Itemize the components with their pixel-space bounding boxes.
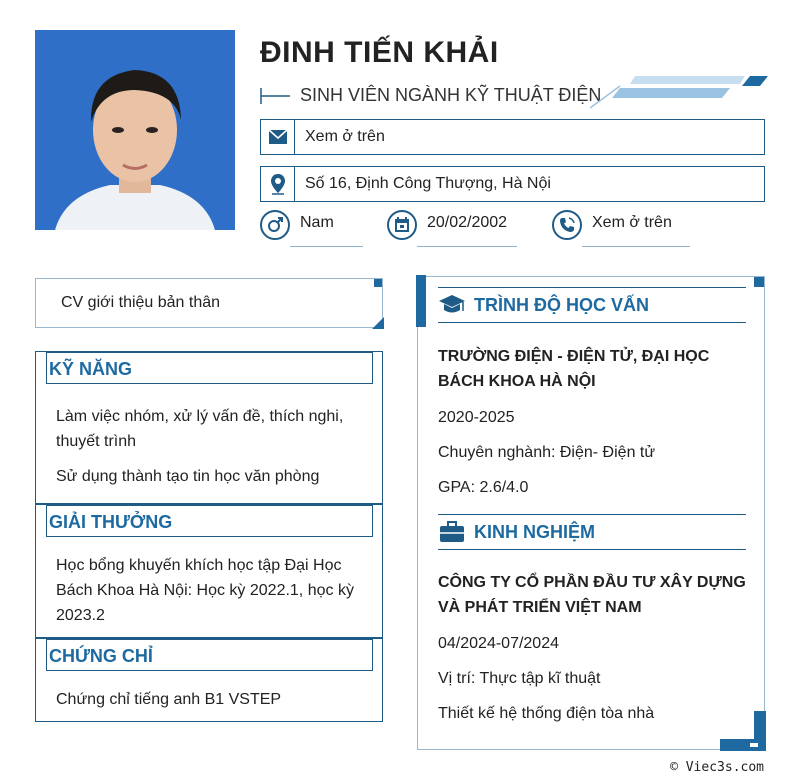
gender-field [260, 210, 365, 250]
awards-text: Học bổng khuyến khích học tập Đại Học Bách Khoa Hà Nội: Học kỳ 2022.1, học kỳ 2023.2 [56, 557, 354, 624]
about-box [35, 278, 383, 328]
education-school: TRƯỜNG ĐIỆN - ĐIỆN TỬ, ĐẠI HỌC BÁCH KHOA HÀ NỘI [438, 348, 710, 390]
awards-title: GIẢI THƯỞNG [49, 512, 173, 532]
location-pin-icon [261, 167, 295, 201]
awards-section [35, 504, 383, 638]
experience-period: 04/2024-07/2024 [438, 635, 559, 652]
right-column [417, 276, 765, 750]
graduation-cap-icon [438, 292, 466, 318]
profile-photo [35, 30, 235, 230]
corner-decoration [372, 317, 384, 329]
address-box [260, 166, 765, 202]
address-value: Số 16, Định Công Thượng, Hà Nội [305, 175, 551, 192]
certificates-header [46, 639, 373, 671]
gender-value: Nam [300, 214, 334, 231]
gender-icon [260, 210, 290, 240]
skills-section [35, 351, 383, 504]
experience-company: CÔNG TY CỔ PHẦN ĐẦU TƯ XÂY DỰNG VÀ PHÁT TRIỂN VIỆT NAM [438, 574, 746, 616]
role-line-decoration [260, 86, 290, 106]
candidate-name: ĐINH TIẾN KHẢI [260, 36, 499, 69]
experience-position: Vị trí: Thực tập kĩ thuật [438, 670, 601, 687]
phone-field [552, 210, 692, 250]
experience-header [438, 514, 746, 550]
corner-decoration [752, 275, 766, 289]
education-title: TRÌNH ĐỘ HỌC VẤN [474, 295, 649, 315]
candidate-role: SINH VIÊN NGÀNH KỸ THUẬT ĐIỆN [300, 85, 602, 105]
skills-item: Làm việc nhóm, xử lý vấn đề, thích nghi, thuyết trình [56, 408, 344, 450]
calendar-icon [387, 210, 417, 240]
certificates-section [35, 638, 383, 722]
email-box [260, 119, 765, 155]
experience-title: KINH NGHIỆM [474, 522, 595, 542]
header-decoration [590, 72, 770, 112]
phone-icon [552, 210, 582, 240]
dob-value: 20/02/2002 [427, 214, 508, 231]
education-gpa: GPA: 2.6/4.0 [438, 479, 529, 496]
email-value: Xem ở trên [305, 128, 385, 145]
education-major: Chuyên nghành: Điện- Điện tử [438, 444, 656, 461]
phone-value: Xem ở trên [592, 214, 672, 231]
experience-task: Thiết kế hệ thống điện tòa nhà [438, 705, 655, 722]
about-text: CV giới thiệu bản thân [61, 294, 221, 311]
education-period: 2020-2025 [438, 409, 515, 426]
skills-header [46, 352, 373, 384]
awards-header [46, 505, 373, 537]
certificates-text: Chứng chỉ tiếng anh B1 VSTEP [56, 691, 282, 708]
envelope-icon [261, 120, 295, 154]
skills-title: KỸ NĂNG [49, 359, 133, 379]
skills-item: Sử dụng thành tạo tin học văn phòng [56, 468, 320, 485]
corner-decoration [372, 277, 384, 289]
footer-credit: © Viec3s.com [670, 760, 764, 775]
certificates-title: CHỨNG CHỈ [49, 646, 153, 666]
briefcase-icon [438, 519, 466, 545]
education-header [438, 287, 746, 323]
dob-field [387, 210, 517, 250]
corner-decoration [416, 275, 430, 331]
